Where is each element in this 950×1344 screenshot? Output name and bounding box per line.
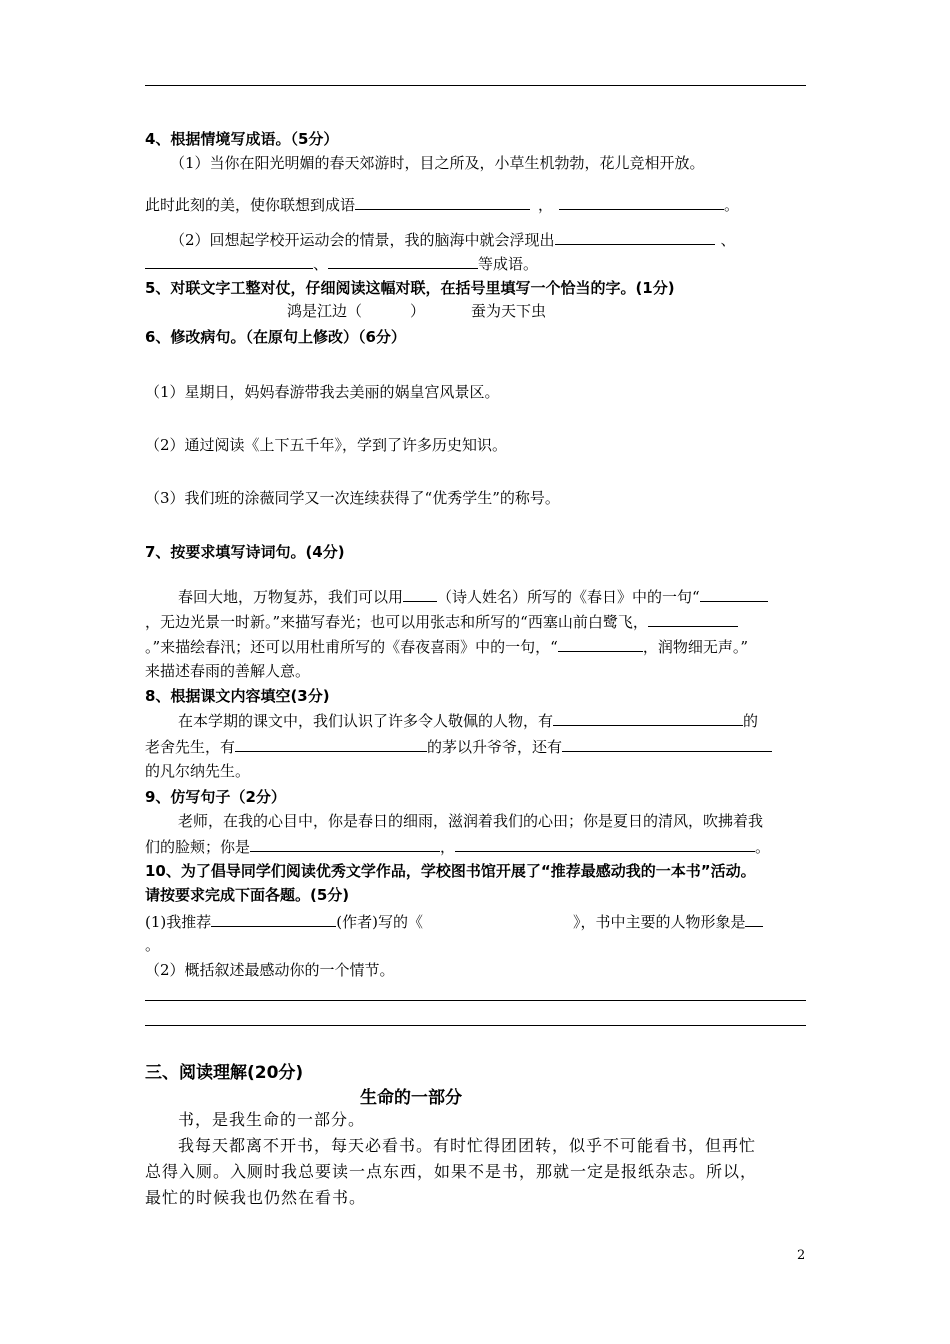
q5-right: 蚕为天下虫 [471,302,547,320]
q4-s2b: 、 [720,231,736,249]
q10-s2: （2）概括叙述最感动你的一个情节。 [145,961,395,979]
q6-s1[interactable]: （1）星期日，妈妈春游带我去美丽的娲皇宫风景区。 [145,383,500,401]
q9-l2c: 。 [755,838,771,856]
q5-left [287,300,425,322]
q7-l1a: 春回大地，万物复苏，我们可以用 [178,588,404,606]
article-p2c: 最忙的时候我也仍然在看书。 [145,1188,367,1207]
q4-blank-2[interactable] [559,193,724,210]
q8-blank-2[interactable] [235,735,427,752]
q8-blank-1[interactable] [553,709,743,726]
q9-line2 [145,835,770,858]
q4-s1-line [145,193,739,216]
q4-s2a: （2）回想起学校开运动会的情景，我的脑海中就会浮现出 [170,231,555,249]
q5-left-close: ） [410,302,426,320]
article-title: 生命的一部分 [360,1088,462,1108]
q4-s2-line2 [145,252,538,275]
top-rule [145,85,806,86]
q7-l3b: ，润物细无声。” [642,638,749,656]
q7-line1 [178,585,768,608]
q10-title1: 10、为了倡导同学们阅读优秀文学作品，学校图书馆开展了“推荐最感动我的一本书”活动。 [145,862,756,880]
q9-l1: 老师，在我的心目中，你是春日的细雨，滋润着我们的心田；你是夏日的清风，吹拂着我 [178,812,764,830]
q4-s2c: 、 [313,255,329,273]
q7-title: 7、按要求填写诗词句。(4分) [145,543,345,561]
q8-l2a: 老舍先生，有 [145,738,236,756]
q8-blank-3[interactable] [562,735,772,752]
q10-s1d: 。 [145,936,161,954]
q8-line2 [145,735,772,758]
q8-line1 [178,709,758,732]
q4-s1c: ， [538,196,554,214]
q8-l3: 的凡尔纳先生。 [145,762,251,780]
q9-l2a: 们的脸颊；你是 [145,838,251,856]
q10-title2: 请按要求完成下面各题。(5分) [145,886,350,904]
q4-title: 4、根据情境写成语。（5分） [145,130,339,148]
q8-l1b: 的 [743,712,759,730]
q7-line2 [145,610,738,633]
q10-s1b: (作者)写的《 [336,913,423,931]
q5-left-text: 鸿是江边（ [287,302,363,320]
q4-s2d: 等成语。 [478,255,539,273]
article-p2b: 总得入厕。入厕时我总要读一点东西，如果不是书，那就一定是报纸杂志。所以， [145,1162,758,1181]
q10-s1c: 》，书中主要的人物形象是 [572,913,746,931]
q7-l2a: ，无边光景一时新。”来描写春光；也可以用张志和所写的“西塞山前白鹭飞， [145,613,648,631]
article-p2a: 我每天都离不开书，每天必看书。有时忙得团团转，似乎不可能看书，但再忙 [178,1136,757,1155]
q9-blank-1[interactable] [250,835,440,852]
q7-line3 [145,635,748,658]
q4-blank-3[interactable] [555,228,715,245]
q7-l4: 来描述春雨的善解人意。 [145,662,311,680]
q4-blank-1[interactable] [355,193,530,210]
q10-blank-1[interactable] [211,910,336,927]
q9-blank-2[interactable] [455,835,755,852]
q4-s1a: （1）当你在阳光明媚的春天郊游时，目之所及，小草生机勃勃，花儿竞相开放。 [170,154,705,172]
q9-l2b: ， [440,838,456,856]
q8-l2b: 的茅以升爷爷，还有 [427,738,563,756]
q10-answer-line-2[interactable] [145,1025,806,1026]
q7-blank-3[interactable] [648,610,738,627]
q6-s2[interactable]: （2）通过阅读《上下五千年》，学到了许多历史知识。 [145,436,508,454]
q4-s1d: 。 [724,196,740,214]
q10-answer-line-1[interactable] [145,1000,806,1001]
q7-blank-4[interactable] [558,635,643,652]
q4-blank-5[interactable] [328,252,478,269]
q10-s1a: (1)我推荐 [145,913,212,931]
q4-s2-line [170,228,736,251]
q7-l3a: 。”来描绘春汛；还可以用杜甫所写的《春夜喜雨》中的一句，“ [145,638,558,656]
q8-l1a: 在本学期的课文中，我们认识了许多令人敬佩的人物，有 [178,712,554,730]
q7-blank-1[interactable] [403,585,437,602]
q5-title: 5、对联文字工整对仗，仔细阅读这幅对联，在括号里填写一个恰当的字。(1分) [145,279,675,297]
q10-blank-3[interactable] [745,910,763,927]
q8-title: 8、根据课文内容填空(3分) [145,687,330,705]
section3-heading: 三、阅读理解(20分) [145,1063,304,1083]
article-p1: 书，是我生命的一部分。 [178,1110,366,1129]
q4-s1b: 此时此刻的美，使你联想到成语 [145,196,356,214]
q6-title: 6、修改病句。（在原句上修改）（6分） [145,328,406,346]
q4-blank-4[interactable] [145,252,313,269]
q7-l1b: （诗人姓名）所写的《春日》中的一句“ [437,588,700,606]
q10-s1-line [145,910,763,933]
q9-title: 9、仿写句子（2分） [145,788,286,806]
q7-blank-2[interactable] [700,585,768,602]
q6-s3[interactable]: （3）我们班的涂薇同学又一次连续获得了“优秀学生”的称号。 [145,489,560,507]
page-number: 2 [797,1248,806,1263]
